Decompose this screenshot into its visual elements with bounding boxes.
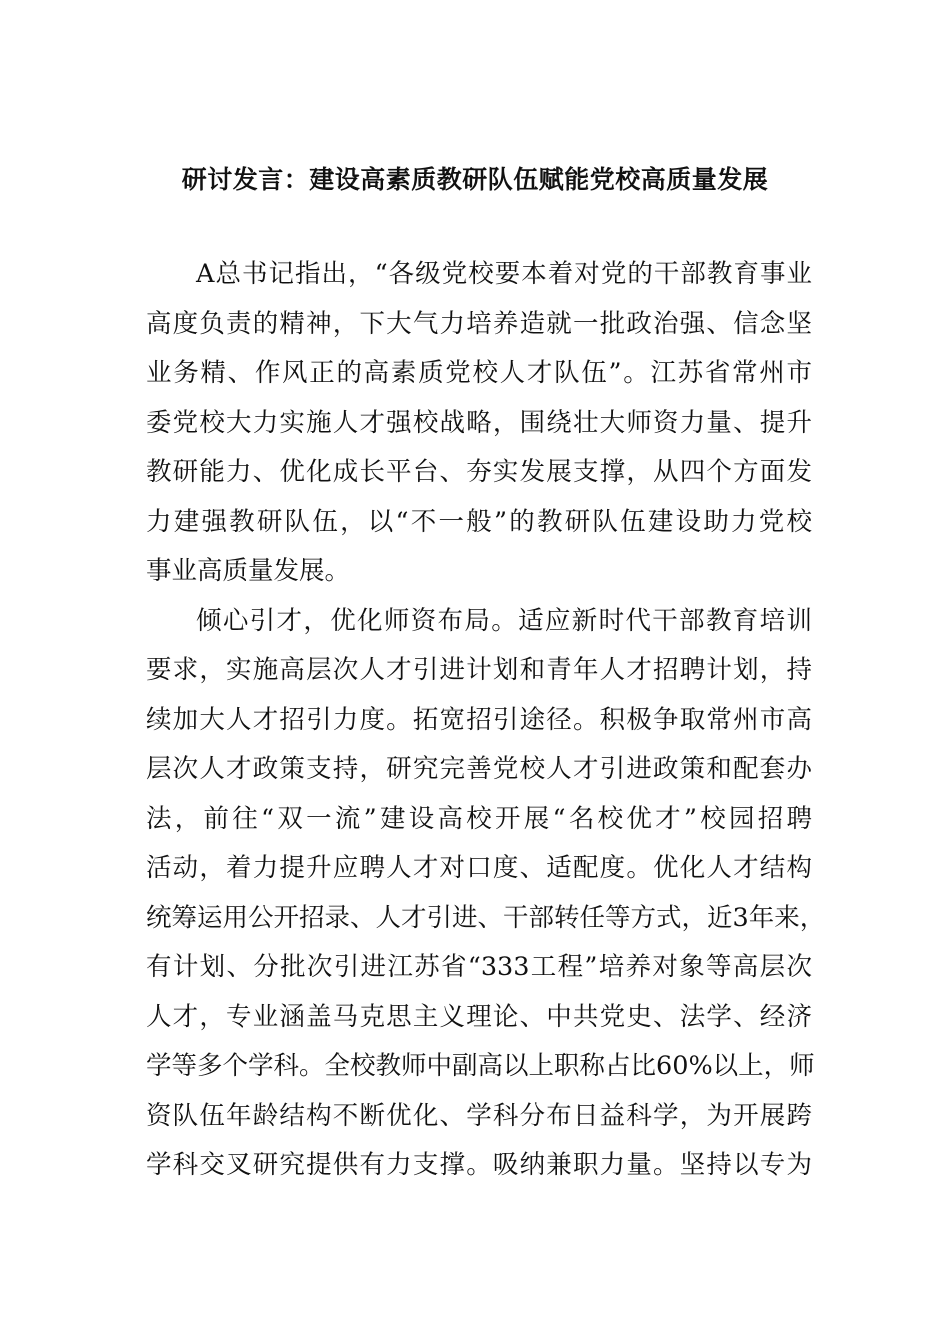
paragraph-1-line-3: 业务精、作风正的高素质党校人才队伍”。江苏省常州市 (146, 358, 812, 388)
paragraph-2-line-4: 层次人才政策支持，研究完善党校人才引进政策和配套办 (146, 754, 812, 784)
paragraph-1-line-4: 委党校大力实施人才强校战略，围绕壮大师资力量、提升 (146, 407, 812, 438)
paragraph-2-line-2: 要求，实施高层次人才引进计划和青年人才招聘计划，持 (146, 655, 812, 685)
paragraph-2-line-5: 法，前往“双一流”建设高校开展“名校优才”校园招聘 (146, 803, 812, 834)
document-title: 研讨发言：建设高素质教研队伍赋能党校高质量发展 (181, 165, 769, 194)
paragraph-2-line-8: 有计划、分批次引进江苏省“333工程”培养对象等高层次 (146, 952, 812, 982)
paragraph-1-line-5: 教研能力、优化成长平台、夯实发展支撑，从四个方面发 (146, 457, 812, 487)
paragraph-2-line-1: 倾心引才，优化师资布局。适应新时代干部教育培训 (196, 605, 812, 636)
paragraph-1-line-1: A总书记指出，“各级党校要本着对党的干部教育事业 (196, 259, 812, 289)
paragraph-1-line-2: 高度负责的精神，下大气力培养造就一批政治强、信念坚 (146, 308, 812, 339)
document-body (146, 250, 826, 1191)
paragraph-2-line-3: 续加大人才招引力度。拓宽招引途径。积极争取常州市高 (146, 704, 812, 735)
paragraph-2-line-7: 统筹运用公开招录、人才引进、干部转任等方式，近3年来， (146, 902, 826, 933)
paragraph-2-line-10: 学等多个学科。全校教师中副高以上职称占比60%以上，师 (146, 1051, 815, 1081)
paragraph-1-line-6: 力建强教研队伍，以“不一般”的教研队伍建设助力党校 (146, 506, 812, 537)
paragraph-1-line-7: 事业高质量发展。 (146, 556, 351, 586)
paragraph-2-line-11: 资队伍年龄结构不断优化、学科分布日益科学，为开展跨 (146, 1100, 812, 1131)
paragraph-2-line-12: 学科交叉研究提供有力支撑。吸纳兼职力量。坚持以专为 (146, 1150, 812, 1180)
paragraph-2-line-6: 活动，着力提升应聘人才对口度、适配度。优化人才结构 (146, 853, 812, 883)
paragraph-2-line-9: 人才，专业涵盖马克思主义理论、中共党史、法学、经济 (146, 1001, 812, 1032)
